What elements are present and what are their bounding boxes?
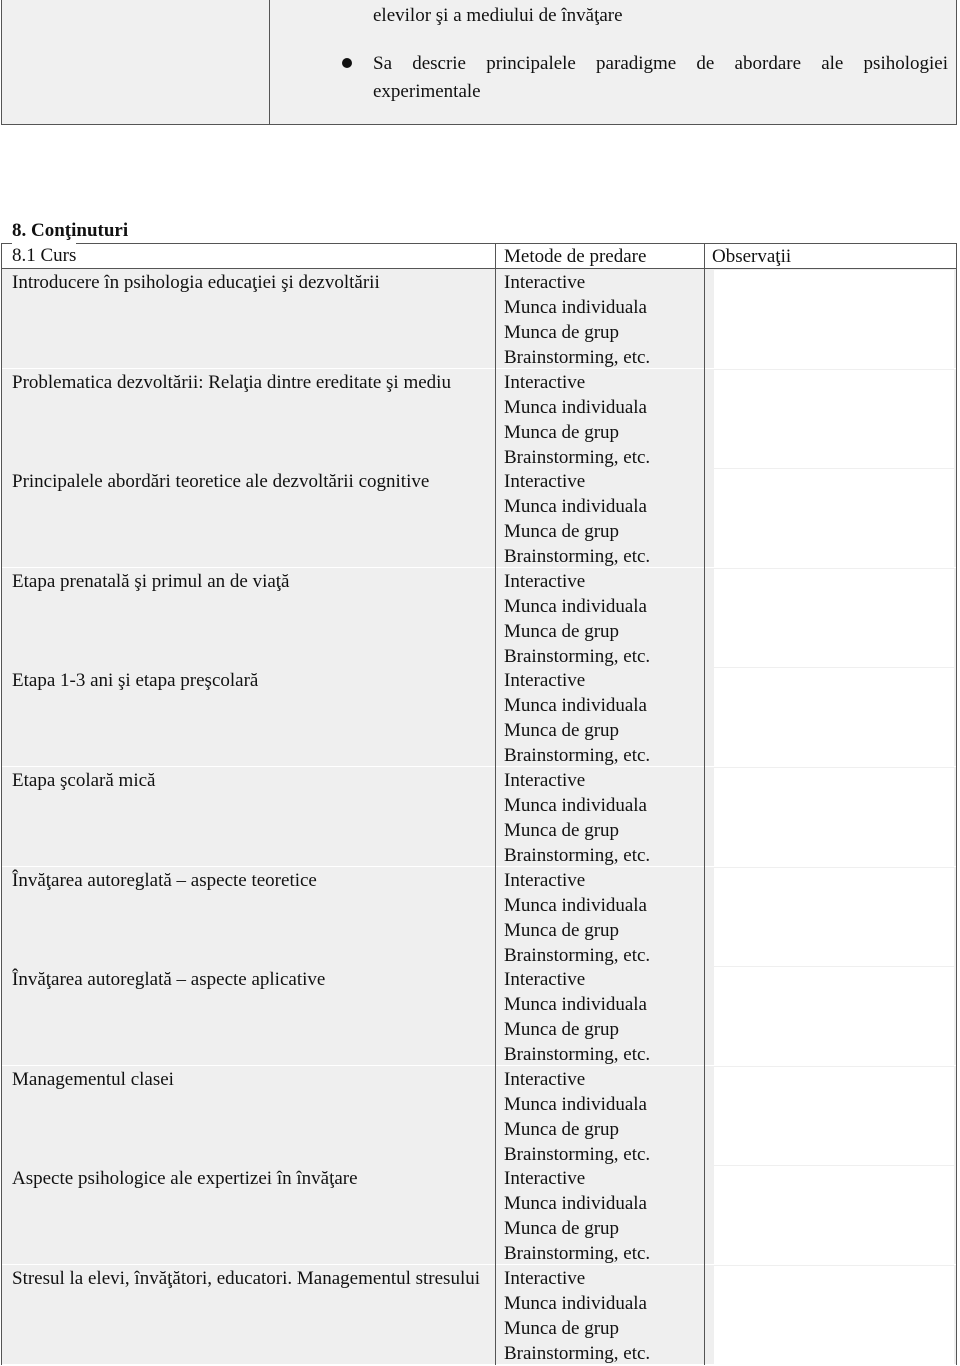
- method-item: Munca de grup: [504, 919, 620, 941]
- table-row: [2, 269, 956, 368]
- table-row: [2, 1066, 956, 1165]
- row-methods: [504, 768, 650, 868]
- method-item: Brainstorming, etc.: [504, 1143, 651, 1165]
- method-item: Interactive: [504, 272, 586, 293]
- method-item: Brainstorming, etc.: [504, 1243, 651, 1265]
- method-item: Munca de grup: [504, 1218, 620, 1240]
- row-topic: Învăţarea autoreglată – aspecte teoretice: [12, 869, 317, 891]
- row-topic: Introducere în psihologia educaţiei şi dezvoltării: [12, 272, 380, 293]
- row-observations: [714, 569, 954, 667]
- course-subheading: 8.1 Curs: [12, 243, 76, 269]
- table-row: [2, 966, 956, 1065]
- row-observations: [714, 270, 954, 368]
- method-item: Interactive: [504, 869, 586, 891]
- method-item: Interactive: [504, 770, 586, 791]
- method-item: Munca individuala: [504, 1193, 647, 1215]
- method-item: Munca individuala: [504, 297, 647, 318]
- row-topic: Învăţarea autoreglată – aspecte aplicative: [12, 969, 326, 991]
- table-row: [2, 867, 956, 966]
- row-observations: [714, 967, 954, 1065]
- table-row: [2, 1265, 956, 1364]
- header-observations: Observaţii: [712, 246, 792, 267]
- row-topic: Stresul la elevi, învăţători, educatori. Managementul stresului: [12, 1268, 481, 1289]
- row-methods: [504, 370, 650, 470]
- method-item: Interactive: [504, 1068, 586, 1090]
- row-topic: Aspecte psihologice ale expertizei în învăţare: [12, 1168, 358, 1190]
- method-item: Munca de grup: [504, 1118, 620, 1140]
- method-item: Munca individuala: [504, 396, 647, 418]
- method-item: Munca individuala: [504, 994, 647, 1016]
- row-methods: [504, 569, 650, 669]
- table-row: [2, 468, 956, 567]
- method-item: Munca de grup: [504, 720, 620, 742]
- row-observations: [714, 370, 954, 468]
- row-methods: [504, 1067, 650, 1167]
- method-item: Brainstorming, etc.: [504, 645, 651, 667]
- method-item: Brainstorming, etc.: [504, 546, 651, 568]
- method-item: Brainstorming, etc.: [504, 745, 651, 767]
- method-item: Brainstorming, etc.: [504, 1044, 651, 1066]
- row-methods: [504, 1266, 650, 1366]
- header-separator: [1, 268, 957, 269]
- objectives-table-divider: [269, 0, 270, 124]
- method-item: Brainstorming, etc.: [504, 1343, 651, 1364]
- method-item: Interactive: [504, 1268, 586, 1289]
- row-observations: [714, 668, 954, 766]
- section-heading: 8. Conţinuturi: [12, 220, 129, 241]
- table-row: [2, 369, 956, 468]
- row-observations: [714, 768, 954, 866]
- row-observations: [714, 469, 954, 567]
- row-topic: Etapa 1-3 ani şi etapa preşcolară: [12, 670, 259, 692]
- method-item: Munca de grup: [504, 421, 620, 443]
- row-observations: [714, 1067, 954, 1165]
- table-row: [2, 767, 956, 866]
- method-item: Interactive: [504, 1168, 586, 1190]
- objective-bullet-text: Sa descrie principalele paradigme de abordare ale psihologiei: [373, 53, 948, 74]
- method-item: Munca de grup: [504, 820, 620, 841]
- method-item: Interactive: [504, 471, 586, 493]
- column-divider-observations: [704, 243, 705, 1365]
- method-item: Munca individuala: [504, 595, 647, 617]
- method-item: Interactive: [504, 570, 586, 592]
- method-item: Munca individuala: [504, 795, 647, 816]
- method-item: Brainstorming, etc.: [504, 944, 651, 966]
- method-item: Brainstorming, etc.: [504, 446, 651, 468]
- row-methods: [504, 868, 650, 968]
- method-item: Interactive: [504, 969, 586, 991]
- objective-text: elevilor şi a mediului de învăţare: [373, 5, 623, 26]
- row-topic: Etapa prenatală şi primul an de viaţă: [12, 570, 290, 592]
- method-item: Interactive: [504, 670, 586, 692]
- method-item: Munca individuala: [504, 1293, 647, 1314]
- table-row: [2, 1165, 956, 1264]
- objective-bullet-text-continued: experimentale: [373, 81, 481, 102]
- method-item: Munca individuala: [504, 496, 647, 518]
- method-item: Munca individuala: [504, 695, 647, 717]
- table-row: [2, 568, 956, 667]
- row-methods: [504, 270, 650, 370]
- method-item: Interactive: [504, 371, 586, 393]
- row-topic: Etapa şcolară mică: [12, 770, 156, 791]
- row-observations: [714, 1166, 954, 1264]
- method-item: Munca de grup: [504, 1318, 620, 1339]
- method-item: Munca individuala: [504, 1093, 647, 1115]
- method-item: Munca de grup: [504, 322, 620, 343]
- method-item: Brainstorming, etc.: [504, 347, 651, 368]
- column-divider-methods: [495, 243, 496, 1365]
- method-item: Brainstorming, etc.: [504, 845, 651, 866]
- row-observations: [714, 1266, 954, 1364]
- method-item: Munca individuala: [504, 894, 647, 916]
- method-item: Munca de grup: [504, 521, 620, 543]
- header-methods: Metode de predare: [504, 246, 647, 267]
- row-methods: [504, 668, 650, 768]
- row-methods: [504, 1166, 650, 1266]
- table-row: [2, 667, 956, 766]
- method-item: Munca de grup: [504, 1019, 620, 1041]
- bullet-icon: [342, 58, 352, 68]
- row-topic: Managementul clasei: [12, 1068, 174, 1090]
- row-topic: Principalele abordări teoretice ale dezvoltării cognitive: [12, 471, 430, 493]
- row-methods: [504, 967, 650, 1067]
- row-methods: [504, 469, 650, 569]
- row-observations: [714, 868, 954, 966]
- method-item: Munca de grup: [504, 620, 620, 642]
- row-topic: Problematica dezvoltării: Relaţia dintre ereditate şi mediu: [12, 371, 451, 393]
